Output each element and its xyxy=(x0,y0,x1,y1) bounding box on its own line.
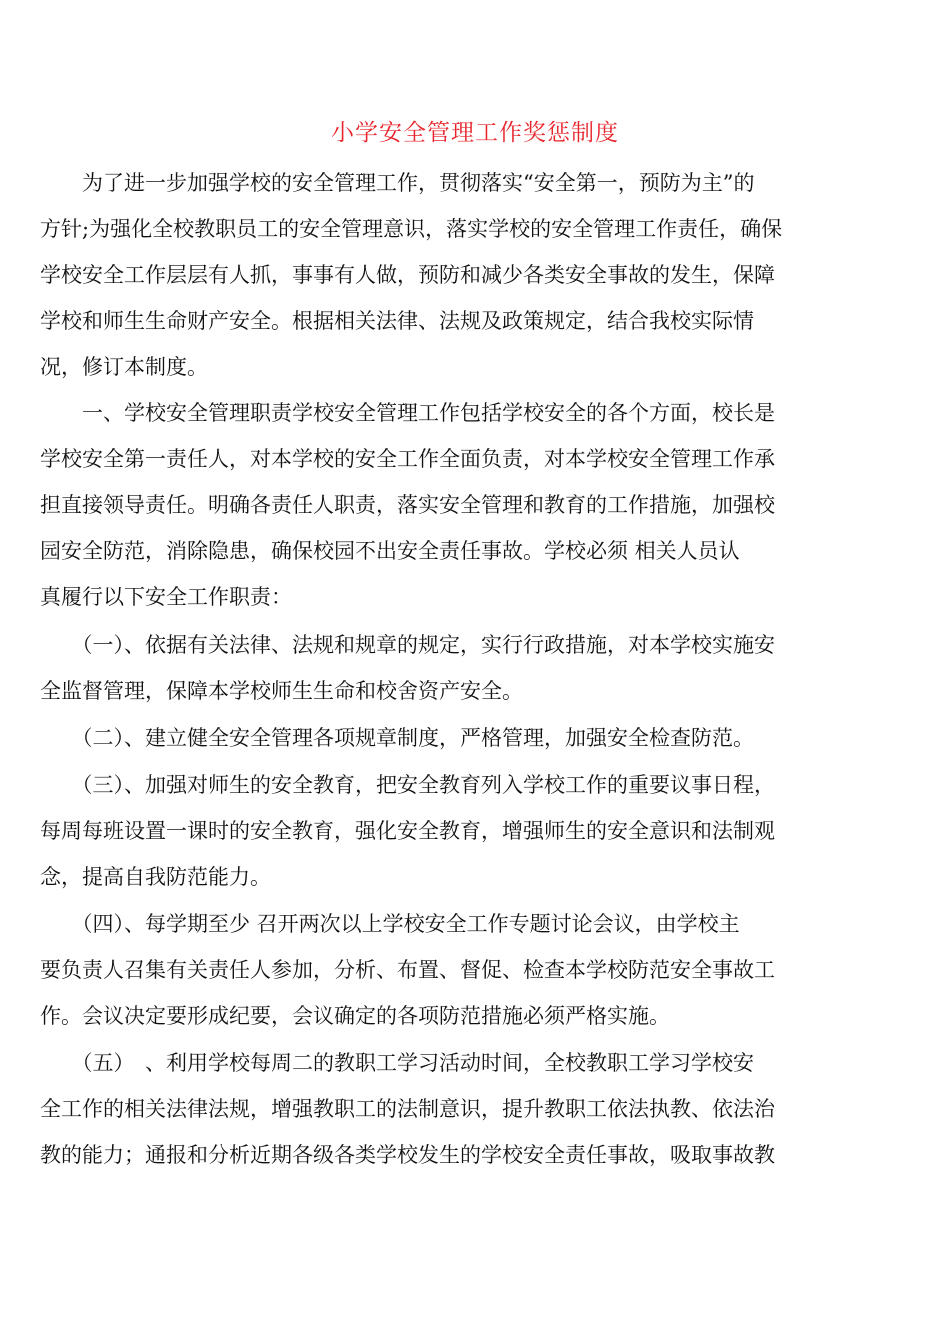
paragraph-line: （二）、建立健全安全管理各项规章制度，严格管理，加强安全检查防范。 xyxy=(40,726,754,750)
paragraph-line: 担直接领导责任。明确各责任人职责，落实安全管理和教育的工作措施，加强校 xyxy=(40,493,775,517)
document-title: 小学安全管理工作奖惩制度 xyxy=(331,120,619,146)
paragraph-line: 要负责人召集有关责任人参加，分析、布置、督促、检查本学校防范安全事故工 xyxy=(40,958,775,982)
paragraph-line: 学校和师生生命财产安全。根据相关法律、法规及政策规定，结合我校实际情 xyxy=(40,309,754,333)
paragraph-item-1 xyxy=(40,622,906,714)
paragraph-line: 念，提高自我防范能力。 xyxy=(40,865,271,889)
paragraph-line: 一、学校安全管理职责学校安全管理工作包括学校安全的各个方面，校长是 xyxy=(40,401,775,425)
paragraph-line: （五） 、利用学校每周二的教职工学习活动时间，全校教职工学习学校安 xyxy=(40,1051,754,1075)
paragraph-line: 作。会议决定要形成纪要，会议确定的各项防范措施必须严格实施。 xyxy=(40,1004,670,1028)
paragraph-line: 教的能力；通报和分析近期各级各类学校发生的学校安全责任事故，吸取事故教 xyxy=(40,1143,775,1167)
paragraph-section-1 xyxy=(40,390,906,620)
paragraph-line: （四）、每学期至少 召开两次以上学校安全工作专题讨论会议，由学校主 xyxy=(40,912,740,936)
paragraph-line: （一）、依据有关法律、法规和规章的规定，实行行政措施，对本学校实施安 xyxy=(40,633,775,657)
paragraph-item-4 xyxy=(40,901,906,1039)
paragraph-line: 方针;为强化全校教职员工的安全管理意识，落实学校的安全管理工作责任，确保 xyxy=(40,217,783,241)
paragraph-line: 园安全防范，消除隐患，确保校园不出安全责任事故。学校必须 相关人员认 xyxy=(40,539,740,563)
paragraph-line: 学校安全工作层层有人抓，事事有人做，预防和减少各类安全事故的发生，保障 xyxy=(40,263,775,287)
paragraph-line: 真履行以下安全工作职责： xyxy=(40,585,292,609)
paragraph-item-5 xyxy=(40,1040,906,1178)
paragraph-line: 每周每班设置一课时的安全教育，强化安全教育，增强师生的安全意识和法制观 xyxy=(40,819,775,843)
paragraph-line: 全监督管理，保障本学校师生生命和校舍资产安全。 xyxy=(40,679,523,703)
paragraph-line: 全工作的相关法律法规，增强教职工的法制意识，提升教职工依法执教、依法治 xyxy=(40,1097,775,1121)
paragraph-intro xyxy=(40,160,906,390)
paragraph-line: 学校安全第一责任人，对本学校的安全工作全面负责，对本学校安全管理工作承 xyxy=(40,447,775,471)
paragraph-item-2 xyxy=(40,715,906,761)
paragraph-line: 况，修订本制度。 xyxy=(40,355,208,379)
paragraph-item-3 xyxy=(40,762,906,900)
paragraph-line: （三）、加强对师生的安全教育，把安全教育列入学校工作的重要议事日程， xyxy=(40,773,775,797)
paragraph-line: 为了进一步加强学校的安全管理工作，贯彻落实“安全第一，预防为主”的 xyxy=(40,171,755,195)
